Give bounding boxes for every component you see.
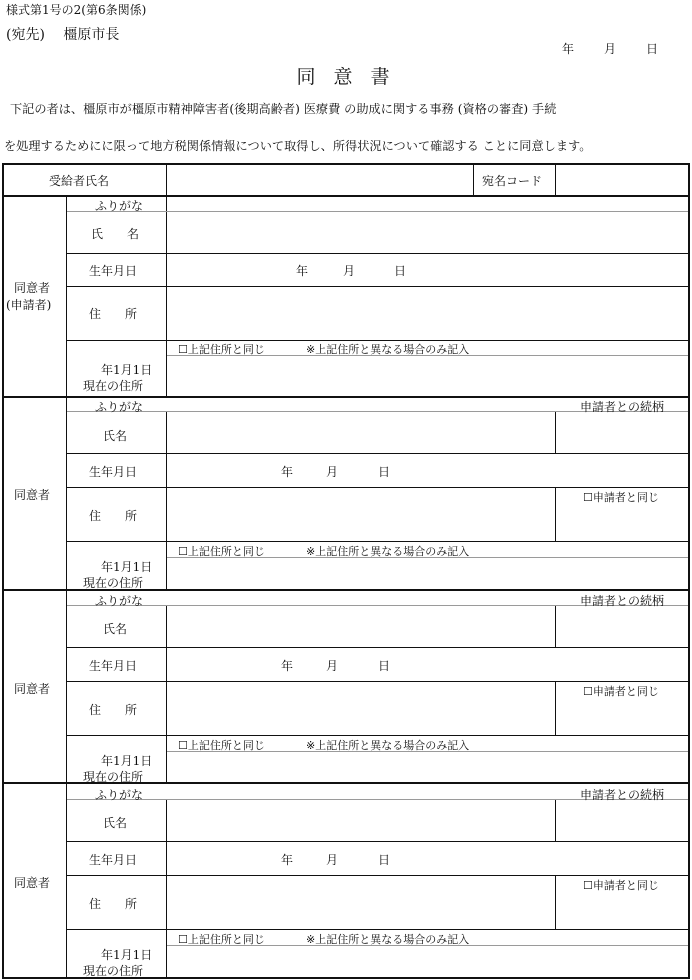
different-address-note: ※上記住所と異なる場合のみ記入: [306, 933, 470, 946]
relation-divider: [555, 799, 556, 841]
address-label: 住 所: [89, 703, 138, 717]
address-label: 住 所: [89, 897, 138, 911]
relation-divider: [555, 875, 556, 929]
relation-divider: [555, 605, 556, 647]
row-divider: [67, 487, 688, 488]
section-label-divider: [66, 397, 67, 590]
date-year: 年: [562, 42, 575, 56]
furigana-label: ふりがな: [95, 199, 144, 213]
dob-day: 日: [378, 465, 391, 479]
dob-month: 月: [343, 264, 356, 278]
same-as-applicant-checkbox[interactable]: ☐申請者と同じ: [583, 685, 659, 698]
relation-divider: [555, 681, 556, 735]
jan1-label: 年1月1日: [101, 363, 153, 377]
consent-text-line-1: 下記の者は、橿原市が橿原市精神障害者(後期高齢者) 医療費 の助成に関する事務 (資格の審査) 手続: [10, 102, 557, 116]
same-as-applicant-checkbox[interactable]: ☐申請者と同じ: [583, 491, 659, 504]
dob-day: 日: [378, 659, 391, 673]
furigana-label: ふりがな: [95, 594, 144, 608]
furigana-label: ふりがな: [95, 400, 144, 414]
section-label-divider: [66, 197, 67, 397]
section-label-divider: [66, 590, 67, 783]
dob-label: 生年月日: [89, 853, 138, 867]
name-label: 氏 名: [91, 227, 140, 241]
page-title: 同 意 書: [296, 66, 396, 88]
section-label: 同意者: [14, 876, 51, 890]
furigana-label: ふりがな: [95, 788, 144, 802]
different-address-note: ※上記住所と異なる場合のみ記入: [306, 343, 470, 356]
different-address-note: ※上記住所と異なる場合のみ記入: [306, 739, 470, 752]
jan1-label-sub: 現在の住所: [83, 964, 144, 978]
date-month: 月: [604, 42, 617, 56]
section-label: 同意者: [14, 281, 51, 295]
jan1-label-sub: 現在の住所: [83, 770, 144, 784]
furigana-divider: [67, 211, 688, 212]
jan1-label: 年1月1日: [101, 948, 153, 962]
col-divider: [473, 164, 474, 196]
row-divider: [67, 541, 688, 542]
date-day: 日: [646, 42, 659, 56]
dob-label: 生年月日: [89, 264, 138, 278]
row-divider: [67, 929, 688, 930]
row-divider: [67, 875, 688, 876]
recipient-name-field[interactable]: [167, 165, 472, 195]
same-address-checkbox[interactable]: ☐上記住所と同じ: [178, 545, 265, 558]
row-divider: [67, 253, 688, 254]
form-number: 様式第1号の2(第6条関係): [6, 3, 147, 17]
section-label: 同意者: [14, 488, 51, 502]
relation-divider: [555, 411, 556, 453]
row-divider: [67, 735, 688, 736]
relation-divider: [555, 487, 556, 541]
same-as-applicant-checkbox[interactable]: ☐申請者と同じ: [583, 879, 659, 892]
relation-label: 申請者との続柄: [580, 594, 665, 608]
same-address-checkbox[interactable]: ☐上記住所と同じ: [178, 739, 265, 752]
dob-month: 月: [326, 853, 339, 867]
section-label-divider: [66, 784, 67, 978]
address-code-label: 宛名コード: [482, 174, 543, 188]
name-label: 氏名: [103, 429, 128, 443]
field-label-divider: [166, 799, 167, 978]
table-border-left: [2, 163, 4, 979]
recipient-name-label: 受給者氏名: [49, 174, 110, 188]
field-label-divider: [166, 605, 167, 783]
row-divider: [67, 647, 688, 648]
dob-year: 年: [281, 853, 294, 867]
name-label: 氏名: [103, 622, 128, 636]
dob-day: 日: [378, 853, 391, 867]
relation-label: 申請者との続柄: [580, 400, 665, 414]
dob-label: 生年月日: [89, 465, 138, 479]
dob-month: 月: [326, 465, 339, 479]
row-divider: [67, 453, 688, 454]
section-label-sub: (申請者): [6, 298, 52, 312]
jan1-label-sub: 現在の住所: [83, 576, 144, 590]
jan1-label: 年1月1日: [101, 560, 153, 574]
relation-label: 申請者との続柄: [580, 788, 665, 802]
dob-year: 年: [281, 465, 294, 479]
different-address-note: ※上記住所と異なる場合のみ記入: [306, 545, 470, 558]
same-address-checkbox[interactable]: ☐上記住所と同じ: [178, 933, 265, 946]
same-address-checkbox[interactable]: ☐上記住所と同じ: [178, 343, 265, 356]
address-label: 住 所: [89, 307, 138, 321]
dob-year: 年: [281, 659, 294, 673]
table-border-right: [688, 163, 690, 979]
row-divider: [67, 681, 688, 682]
field-label-divider: [166, 197, 167, 397]
jan1-label: 年1月1日: [101, 754, 153, 768]
recipient: (宛先) 橿原市長: [6, 27, 120, 43]
address-code-field[interactable]: [556, 165, 687, 195]
address-label: 住 所: [89, 509, 138, 523]
row-divider: [67, 286, 688, 287]
section-label: 同意者: [14, 682, 51, 696]
consent-text-line-2: を処理するためにに限って地方税関係情報について取得し、所得状況について確認する ことに同意します。: [4, 139, 592, 153]
dob-month: 月: [326, 659, 339, 673]
jan1-label-sub: 現在の住所: [83, 379, 144, 393]
dob-label: 生年月日: [89, 659, 138, 673]
dob-year: 年: [296, 264, 309, 278]
dob-day: 日: [394, 264, 407, 278]
name-label: 氏名: [103, 816, 128, 830]
field-label-divider: [166, 411, 167, 590]
row-divider: [67, 841, 688, 842]
